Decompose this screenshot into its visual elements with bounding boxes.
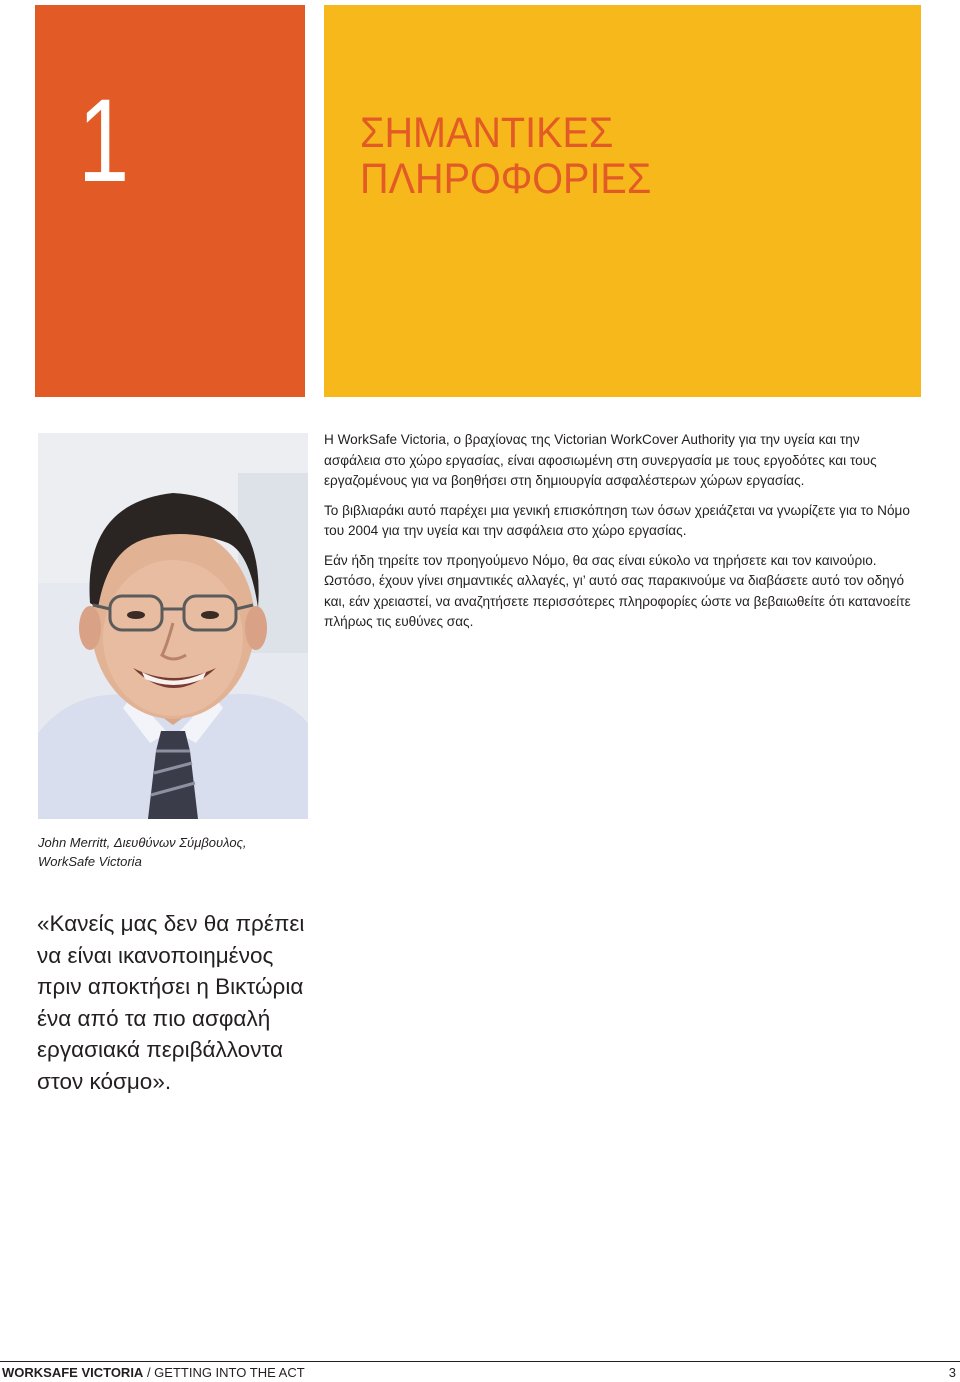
footer-divider xyxy=(0,1361,960,1362)
pull-quote xyxy=(37,908,322,1097)
quote-line: να είναι ικανοποιημένος xyxy=(37,942,274,968)
body-paragraph-overview: Το βιβλιαράκι αυτό παρέχει μια γενική επισκόπηση των όσων χρειάζεται να γνωρίζετε για το Νόμο του 2004 για την υγεία και την ασφάλεια στο χώρο εργασίας. xyxy=(324,502,910,538)
quote-line: πριν αποκτήσει η Βικτώρια xyxy=(37,974,304,999)
quote-line: «Κανείς μας δεν θα πρέπει xyxy=(37,911,305,936)
chapter-title-line-2: ΠΛΗΡΟΦΟΡΙΕΣ xyxy=(360,155,652,203)
footer-brand: WORKSAFE VICTORIA xyxy=(2,1365,144,1380)
caption-name-line: John Merritt, Διευθύνων Σύμβουλος, xyxy=(38,835,247,850)
portrait-illustration xyxy=(38,433,308,819)
chapter-title-line-1: ΣΗΜΑΝΤΙΚΕΣ xyxy=(360,109,614,157)
footer-section: GETTING INTO THE ACT xyxy=(154,1365,305,1380)
body-text xyxy=(324,430,914,642)
footer-separator: / xyxy=(143,1365,155,1380)
chapter-number: 1 xyxy=(78,75,130,207)
body-paragraph-changes: Εάν ήδη τηρείτε τον προηγούμενο Νόμο, θα σας είναι εύκολο να τηρήσετε και τον καινούριο. Ωστόσο, έχουν γίνει σημαντικές αλλαγές, γι’ αυτό σας παρακινούμε να διαβάσετε αυτό τον οδηγό και, εάν χρειαστεί, να αναζητήσετε περισσότερες πληροφορίες ώστε να βεβαιωθείτε ότι κατανοείτε πλήρως τις ευθύνες σας. xyxy=(324,552,911,629)
quote-line: στον κόσμο». xyxy=(37,1068,172,1094)
photo-caption xyxy=(38,833,308,871)
quote-line: ένα από τα πιο ασφαλή xyxy=(37,1005,271,1031)
body-paragraph-intro: Η WorkSafe Victoria, ο βραχίονας της Victorian WorkCover Authority για την υγεία και την ασφάλεια στο χώρο εργασίας, είναι αφοσιωμένη στη συνεργασία με τους εργοδότες και τους εργαζομένους για να βοηθήσει στη δημιουργία ασφαλέστερων χώρων εργασίας. xyxy=(324,432,877,488)
footer-running-title xyxy=(2,1365,305,1381)
page-number: 3 xyxy=(948,1365,956,1380)
chapter-title xyxy=(360,110,651,202)
quote-line: εργασιακά περιβάλλοντα xyxy=(37,1037,284,1062)
portrait-photo xyxy=(38,433,308,819)
caption-org-line: WorkSafe Victoria xyxy=(38,854,142,869)
chapter-number-block xyxy=(35,5,305,397)
